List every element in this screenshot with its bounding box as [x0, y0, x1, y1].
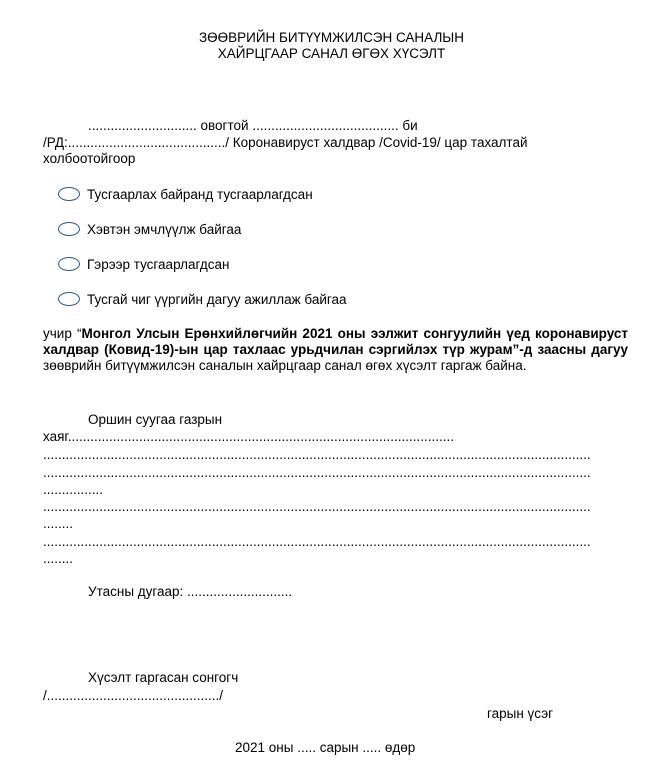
intro-id-line: /РД:........................................../ Коронавируст халдвар /Covid-19/ цар тахалтай — [43, 135, 528, 150]
option-label: Тусгай чиг үүргийн дагуу ажиллаж байгаа — [87, 291, 347, 307]
option-hospitalized[interactable] — [58, 220, 241, 238]
option-special-duty[interactable] — [58, 290, 347, 308]
signature-label: гарын үсэг — [487, 706, 554, 721]
address-line-3: .................................................................................................................................................. — [43, 465, 591, 480]
option-home-isolation[interactable] — [58, 255, 229, 273]
applicant-label: Хүсэлт гаргасан сонгогч — [88, 670, 239, 685]
intro-name-line: ............................. овогтой ....................................... би — [88, 118, 418, 133]
date-line: 2021 оны ..... сарын ..... өдөр — [235, 740, 416, 755]
intro-continuation: холбоотойгоор — [43, 151, 136, 166]
option-label: Тусгаарлах байранд тусгаарлагдсан — [87, 186, 313, 202]
option-quarantine-facility[interactable] — [58, 185, 313, 203]
document-title-line-2: ХАЙРЦГААР САНАЛ ӨГӨХ ХҮСЭЛТ — [217, 46, 446, 61]
radio-circle-icon[interactable] — [58, 222, 80, 236]
address-line-5: .................................................................................................................................................. — [43, 499, 591, 514]
address-line-4: ................ — [43, 482, 104, 497]
document-title-line-1: ЗӨӨВРИЙН БИТҮҮМЖИЛСЭН САНАЛЫН — [198, 30, 465, 45]
option-label: Гэрээр тусгаарлагдсан — [87, 256, 230, 272]
request-paragraph — [43, 326, 628, 374]
paragraph-lead: учир “ — [43, 326, 82, 341]
radio-circle-icon[interactable] — [58, 257, 80, 271]
address-line-8: ........ — [43, 551, 74, 566]
address-line-7: .................................................................................................................................................. — [43, 534, 591, 549]
address-label: Оршин суугаа газрын — [88, 412, 223, 427]
option-label: Хэвтэн эмчлүүлж байгаа — [87, 221, 242, 237]
address-line-1: хаяг....................................................................................................... — [43, 429, 455, 444]
phone-number-line: Утасны дугаар: ............................ — [88, 584, 293, 599]
address-line-6: ........ — [43, 516, 74, 531]
applicant-name-line: /............................................../ — [43, 688, 224, 703]
paragraph-tail: зөөврийн битүүмжилсэн саналын хайрцгаар санал өгөх хүсэлт гаргаж байна. — [43, 358, 527, 373]
radio-circle-icon[interactable] — [58, 187, 80, 201]
paragraph-bold-regulation: Монгол Улсын Ерөнхийлөгчийн 2021 оны ээлжит сонгуулийн үед коронавируст халдвар (Ковид-19)-ын цар тахлаас урьдчилан сэргийлэх түр журам”-д заасны дагуу — [43, 326, 628, 357]
address-line-2: .................................................................................................................................................. — [43, 447, 591, 462]
radio-circle-icon[interactable] — [58, 292, 80, 306]
